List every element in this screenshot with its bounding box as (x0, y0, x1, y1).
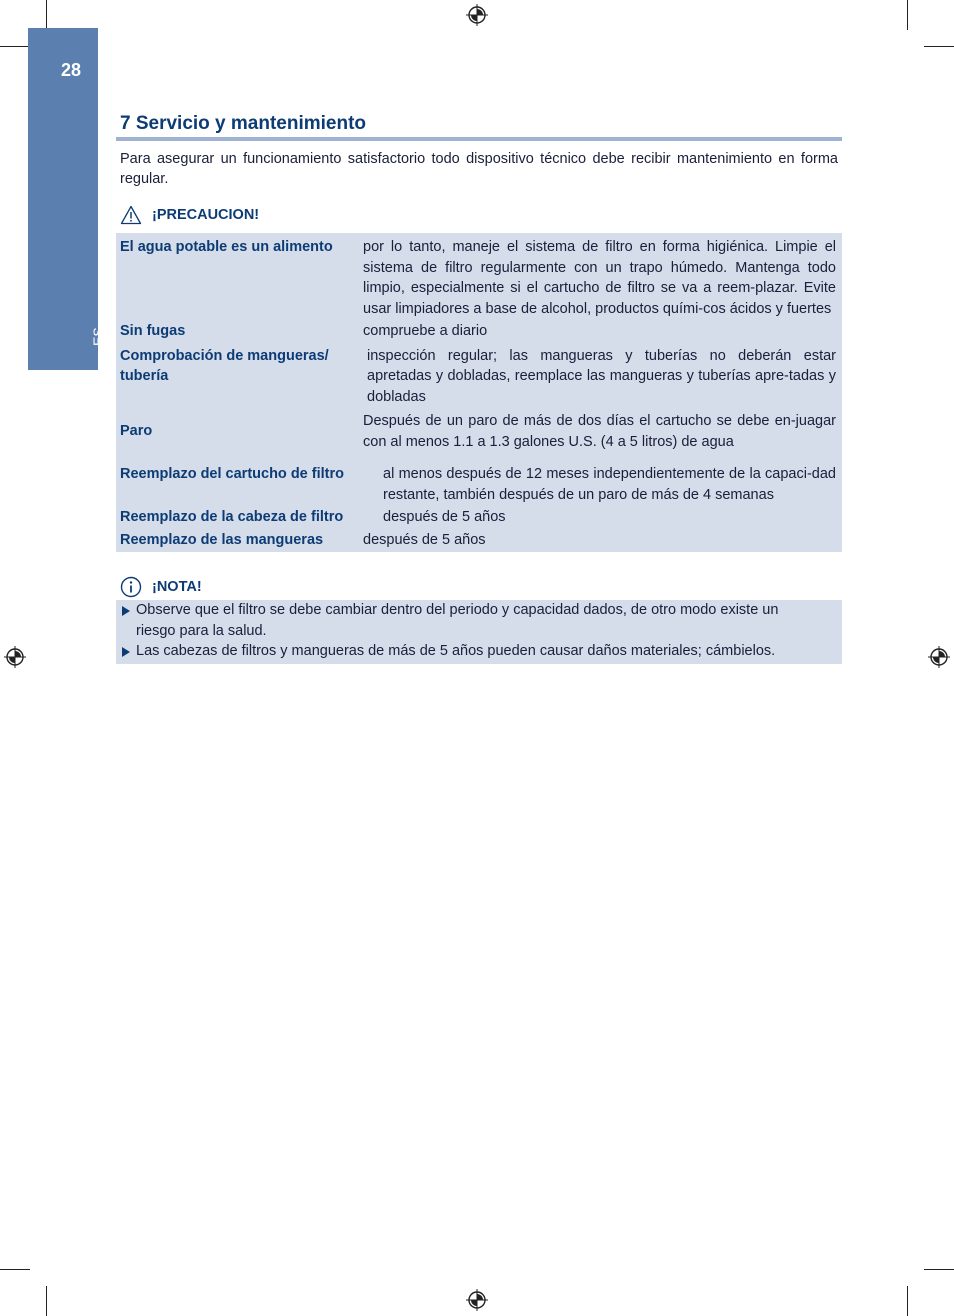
info-circle-icon (120, 576, 142, 598)
table-row (116, 346, 842, 408)
section-title: 7 Servicio y mantenimiento (120, 113, 367, 134)
crop-mark (0, 1269, 30, 1270)
table-row (116, 530, 842, 551)
table-item: Paro (120, 423, 153, 440)
table-row (116, 237, 842, 319)
warning-triangle-icon (120, 205, 142, 225)
side-tab (28, 28, 106, 370)
table-instruction: por lo tanto, maneje el sistema de filtro en forma higiénica. Limpie el sistema de filtro regularmente con un trapo húmedo. Mantenga todo limpio, especialmente si el cartucho de filtro se va a reem-plazar. Evite usar limpiadores a base de alcohol, productos quími-cos ácidos y fuertes (363, 239, 836, 317)
table-item: Comprobación de mangueras/ tubería (120, 347, 329, 384)
crop-mark (924, 1269, 954, 1270)
registration-mark-icon (466, 1289, 488, 1311)
note-bullet-text: Observe que el filtro se debe cambiar dentro del periodo y capacidad dados, de otro modo existe un riesgo para la salud. (136, 602, 779, 639)
table-item: El agua potable es un alimento (120, 239, 333, 255)
section-intro: Para asegurar un funcionamiento satisfactorio todo dispositivo técnico debe recibir mantenimiento en forma regular. (120, 151, 838, 187)
main-content (116, 112, 842, 664)
table-instruction: al menos después de 12 meses independientemente de la capaci-dad restante, también después de un paro de más de 4 semanas (383, 466, 836, 503)
note-box (116, 600, 842, 664)
note-label: ¡NOTA! (152, 579, 202, 595)
note-heading (116, 576, 842, 598)
table-item: Sin fugas (120, 323, 186, 339)
note-bullet-text: Las cabezas de filtros y mangueras de más de 5 años pueden causar daños materiales; cámbielos. (136, 643, 776, 659)
crop-mark (0, 46, 30, 47)
maintenance-table (116, 233, 842, 552)
table-instruction: Después de un paro de más de dos días el cartucho se debe en-juagar con al menos 1.1 a 1.3 galones U.S. (4 a 5 litros) de agua (363, 413, 836, 450)
table-instruction: compruebe a diario (363, 323, 488, 339)
table-row (116, 507, 842, 528)
registration-mark-icon (4, 646, 26, 668)
page-number: 28 (60, 60, 82, 80)
crop-mark (46, 1286, 47, 1316)
caution-heading (116, 205, 842, 225)
crop-mark (907, 1286, 908, 1316)
table-item: Reemplazo de las mangueras (120, 531, 324, 548)
bullet-arrow-icon (116, 600, 136, 641)
table-row (116, 464, 842, 505)
table-instruction: después de 5 años (383, 509, 506, 525)
table-instruction: inspección regular; las mangueras y tuberías no deberán estar apretadas y dobladas, reemplace las mangueras y tuberías apre-tadas y dobladas (367, 347, 836, 405)
list-item (116, 641, 842, 662)
list-item (116, 600, 842, 641)
language-tab-label: ES (90, 327, 106, 346)
crop-mark (46, 0, 47, 30)
registration-mark-icon (466, 4, 488, 26)
caution-label: ¡PRECAUCION! (152, 207, 260, 223)
table-row (116, 411, 842, 452)
bullet-arrow-icon (116, 641, 136, 662)
registration-mark-icon (928, 646, 950, 668)
crop-mark (907, 0, 908, 30)
table-instruction: después de 5 años (363, 531, 486, 548)
table-item: Reemplazo de la cabeza de filtro (120, 509, 344, 525)
crop-mark (924, 46, 954, 47)
table-row (116, 321, 842, 342)
table-item: Reemplazo del cartucho de filtro (120, 466, 344, 482)
